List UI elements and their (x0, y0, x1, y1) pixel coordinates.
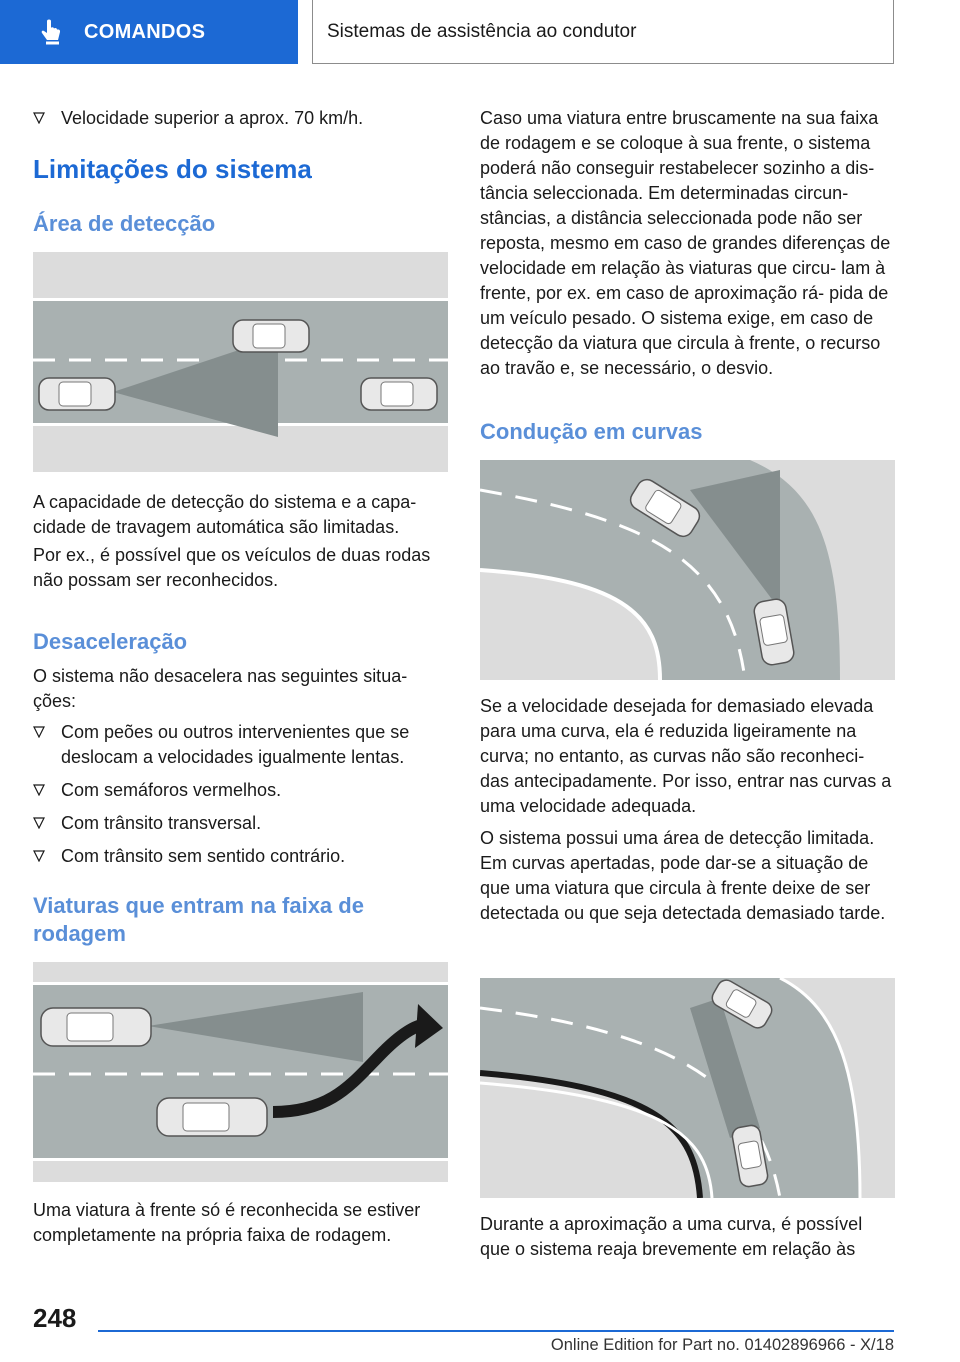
triangle-bullet-icon (33, 784, 45, 796)
figure-tight-curve (480, 978, 895, 1198)
paragraph-detection-capacity: A capacidade de detecção do sistema e a capa‐ cidade de travagem automática são limitadas. (33, 492, 417, 537)
hand-pointer-icon (36, 17, 66, 47)
car-icon (157, 1098, 267, 1136)
paragraph-limited-detection: O sistema possui uma área de detecção limitada. Em curvas apertadas, pode dar-se a situação de que uma viatura que circula à frente deixe de ser detectada ou que seja detectada demasiado tarde. (480, 828, 886, 923)
paragraph-curve-speed: Se a velocidade desejada for demasiado elevada para uma curva, ela é reduzida ligeiramente na curva; no entanto, as curvas não são reconheci‐ das antecipadamente. Por isso, entrar nas curvas a uma velocidade adequada. (480, 696, 892, 816)
paragraph-two-wheelers: Por ex., é possível que os veículos de duas rodas não possam ser reconhecidos. (33, 545, 431, 590)
figure-detection-area (33, 252, 448, 472)
heading-vehicles-entering: Viaturas que entram na faixa de rodagem (33, 893, 364, 946)
list-item: Com trânsito transversal. (33, 811, 449, 836)
list-item: Com peões ou outros intervenientes que se deslocam a velocidades igualmente lentas. (33, 720, 449, 770)
figure-vehicle-entering-lane (33, 962, 448, 1182)
footer-divider (98, 1330, 894, 1332)
figure-curve-driving (480, 460, 895, 680)
triangle-bullet-icon (33, 726, 45, 738)
triangle-bullet-icon (33, 112, 45, 124)
car-icon (41, 1008, 151, 1046)
chapter-title: Sistemas de assistência ao condutor (312, 0, 894, 64)
car-icon (233, 320, 309, 352)
section-label: COMANDOS (84, 20, 206, 43)
section-tab (0, 0, 298, 64)
list-item: Com trânsito sem sentido contrário. (33, 844, 449, 869)
edition-info: Online Edition for Part no. 01402896966 - X/18 (550, 1336, 894, 1354)
car-icon (361, 378, 437, 410)
paragraph-deceleration: O sistema não desacelera nas seguintes situa‐ ções: (33, 666, 408, 711)
heading-deceleration: Desaceleração (33, 629, 188, 654)
triangle-bullet-icon (33, 817, 45, 829)
paragraph-cut-in: Caso uma viatura entre bruscamente na sua faixa de rodagem e se coloque à sua frente, o sistema poderá não conseguir restabelecer sozinho a dis‐ tância seleccionada. Em determinadas circun‐ stâncias, a distância seleccionada pode não ser reposta, mesmo em caso de grandes diferenças de velocidade em relação às viaturas que circu‐ lam à frente, por ex. em caso de aproximação rá‐ pida de um veículo pesado. O sistema exige, em caso de detecção da viatura que circula à frente, o recurso ao travão e, se necessário, o desvio. (480, 108, 891, 378)
heading-driving-in-curves: Condução em curvas (480, 419, 703, 444)
heading-system-limits: Limitações do sistema (33, 154, 312, 184)
page-header (0, 0, 960, 66)
page-number: 248 (33, 1303, 77, 1333)
paragraph-curve-approach: Durante a aproximação a uma curva, é possível que o sistema reaja brevemente em relação às (480, 1214, 863, 1259)
car-icon (39, 378, 115, 410)
paragraph-vehicle-recognized: Uma viatura à frente só é reconhecida se estiver completamente na própria faixa de rodagem. (33, 1200, 421, 1245)
heading-detection-area: Área de detecção (33, 211, 216, 236)
list-item: Com semáforos vermelhos. (33, 778, 449, 803)
triangle-bullet-icon (33, 850, 45, 862)
list-item: Velocidade superior a aprox. 70 km/h. (33, 106, 477, 131)
